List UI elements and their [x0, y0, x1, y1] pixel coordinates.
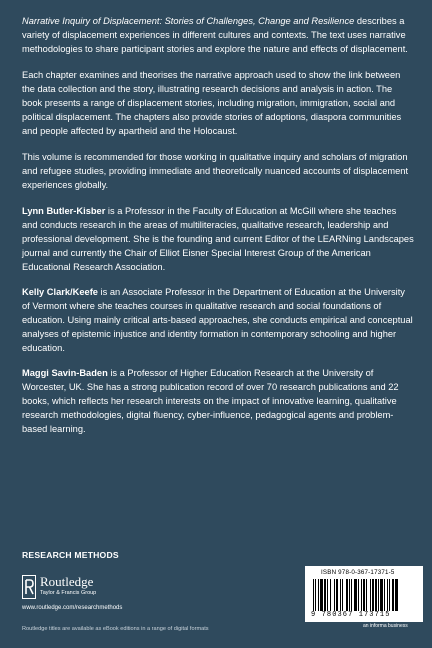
description-text-1: describes a variety of displacement experiences in different cultures and contexts. The text uses narrative methodologies to share participant stories and explore the nature and effects of displacement. [22, 16, 408, 54]
publisher-url[interactable]: www.routledge.com/researchmethods [22, 605, 123, 611]
publisher-text [40, 575, 96, 597]
author-name-3: Maggi Savin-Baden [22, 368, 108, 378]
isbn-label: ISBN 978-0-367-17371-5 [321, 569, 395, 576]
isbn-barcode [305, 566, 423, 622]
description-paragraph-1 [22, 14, 414, 56]
author-bio-text-2: is an Associate Professor in the Department of Education at the University of Vermont where she teaches courses in qualitative research and social foundations of education. Using mainly critical arts-based approaches, she conducts empirical and conceptual analyses of epistemic injustice and identity formation in contemporary schooling and higher education. [22, 287, 413, 353]
informa-tagline: an informa business [363, 623, 408, 629]
book-title-italic: Narrative Inquiry of Displacement: Stories of Challenges, Change and Resilience [22, 16, 355, 26]
author-name-1: Lynn Butler-Kisber [22, 206, 106, 216]
author-bio-1 [22, 204, 414, 274]
barcode-icon [311, 579, 417, 611]
ebook-note: Routledge titles are available as eBook editions in a range of digital formats [22, 626, 209, 632]
author-bio-2 [22, 285, 414, 355]
author-bio-3 [22, 366, 414, 436]
routledge-r-logo-icon [22, 575, 36, 599]
description-paragraph-3: This volume is recommended for those working in qualitative inquiry and scholars of migration and refugee studies, providing immediate and theoretically nuanced accounts of displacement experiences globally. [22, 152, 409, 190]
author-name-2: Kelly Clark/Keefe [22, 287, 98, 297]
back-cover-blurb [22, 14, 414, 447]
author-bio-text-3: is a Professor of Higher Education Research at the University of Worcester, UK. She has a strong publication record of over 70 research publications and 22 books, which reflects her research interests on the impact of innovative learning, qualitative research methodologies, digital fluency, cyber-influence, pedagogical agents and problem-based learning. [22, 368, 399, 434]
publisher-name: Routledge [40, 574, 94, 589]
author-bio-text-1: is a Professor in the Faculty of Education at McGill where she teaches and conducts research in the areas of multiliteracies, qualitative research, leadership and professional development. She is the founding and current Editor of the LEARNing Landscapes journal and currently the Chair of Elliot Eisner Special Interest Group of the American Educational Research Association. [22, 206, 414, 272]
publisher-subtitle: Taylor & Francis Group [40, 590, 97, 596]
series-label: RESEARCH METHODS [22, 550, 119, 560]
barcode-digits: 9 780367 173715 [311, 611, 391, 619]
publisher-block [22, 575, 96, 605]
description-paragraph-2: Each chapter examines and theorises the narrative approach used to show the link between the data collection and the story, illustrating research decisions and analysis in action. The book presents a range of displacement stories, including migration, immigration, social and political displacement. The chapters also provide stories of adoptions, diaspora communities and people affected by apartheid and the Holocaust. [22, 70, 402, 136]
